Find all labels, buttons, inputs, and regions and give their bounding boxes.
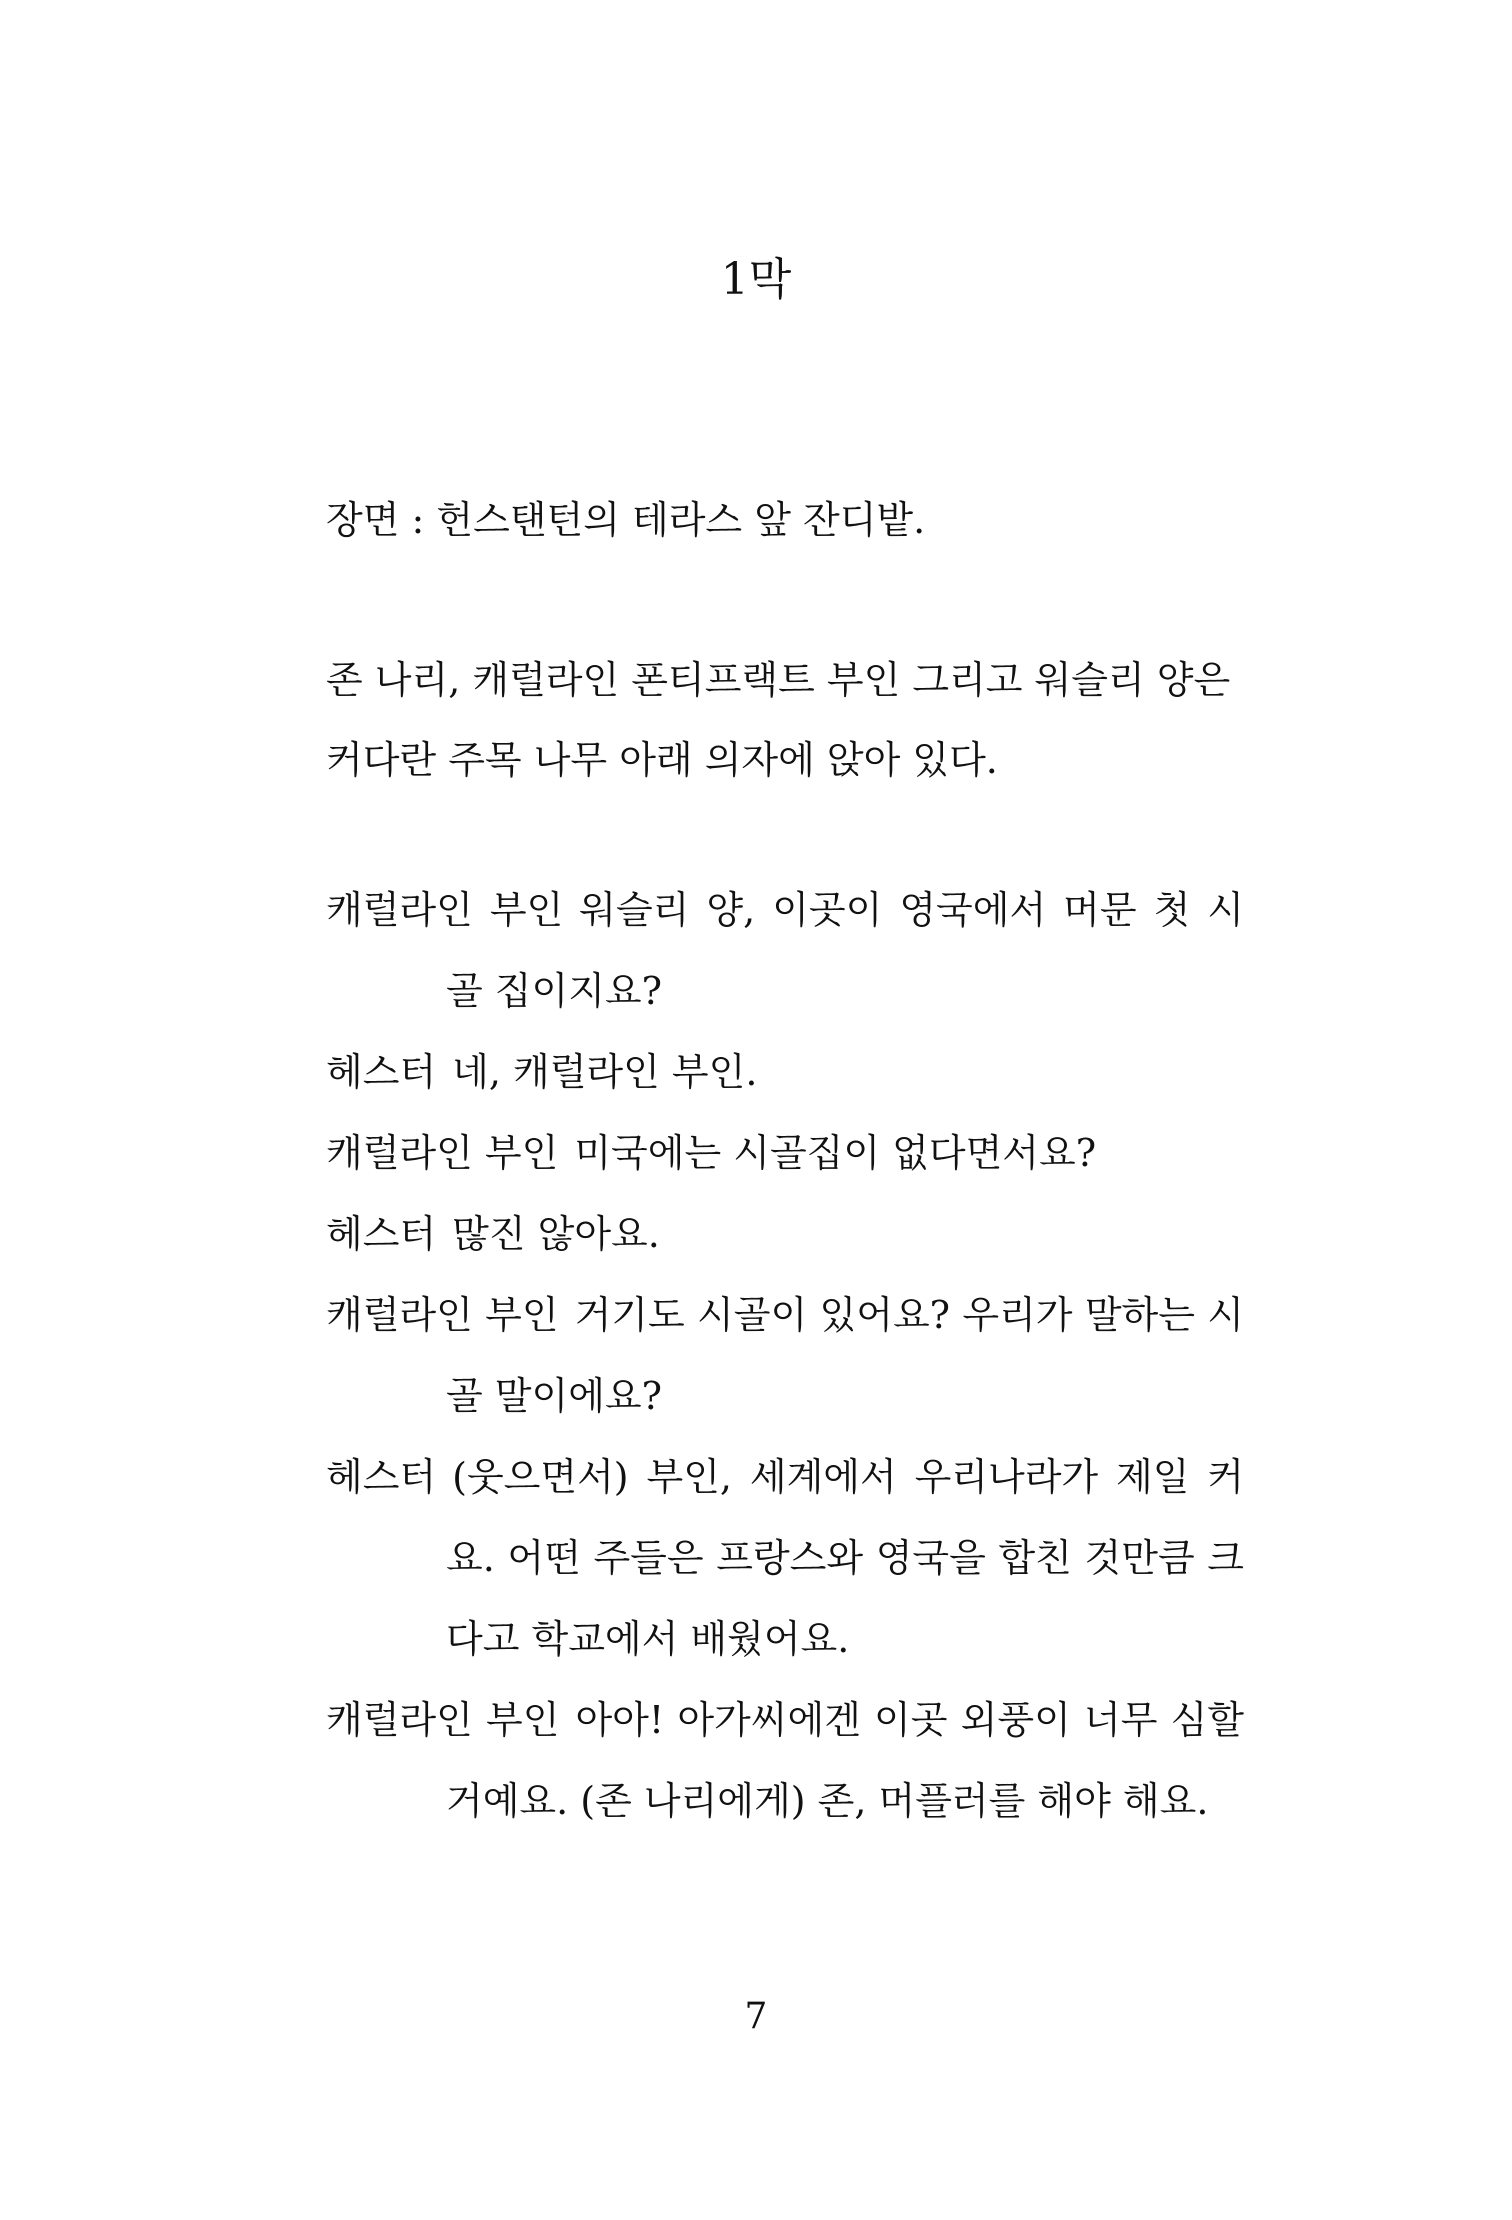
dialogue-line	[326, 1275, 1244, 1437]
dialogue-text: 거기도 시골이 있어요? 우리가 말하는 시골 말이에요?	[446, 1293, 1244, 1418]
act-title: 1막	[720, 254, 792, 305]
dialogue-text: 미국에는 시골집이 없다면서요?	[574, 1131, 1097, 1175]
dialogue-line	[326, 1680, 1244, 1842]
dialogue-block	[326, 870, 1244, 1842]
stage-direction	[326, 640, 1244, 800]
dialogue-line	[326, 1032, 1244, 1113]
dialogue-text: 네, 캐럴라인 부인.	[452, 1050, 758, 1094]
speaker-name: 캐럴라인 부인	[326, 1698, 560, 1742]
dialogue-line	[326, 1437, 1244, 1680]
dialogue-text: 워슬리 양, 이곳이 영국에서 머문 첫 시골 집이지요?	[446, 888, 1244, 1013]
speaker-name: 헤스터	[326, 1212, 437, 1256]
dialogue-text: 많진 않아요.	[452, 1212, 660, 1256]
speaker-name: 헤스터	[326, 1455, 437, 1499]
stage-direction-line: 커다란 주목 나무 아래 의자에 앉아 있다.	[326, 738, 998, 782]
dialogue-line	[326, 870, 1244, 1032]
scene-description: 장면 : 헌스탠턴의 테라스 앞 잔디밭.	[326, 498, 926, 542]
page-number: 7	[744, 1996, 768, 2037]
speaker-name: 캐럴라인 부인	[326, 888, 564, 932]
dialogue-text: 아아! 아가씨에겐 이곳 외풍이 너무 심할 거예요. (존 나리에게) 존, 머플러를 해야 해요.	[446, 1698, 1245, 1823]
dialogue-text: (웃으면서) 부인, 세계에서 우리나라가 제일 커요. 어떤 주들은 프랑스와 영국을 합친 것만큼 크다고 학교에서 배웠어요.	[446, 1455, 1244, 1661]
dialogue-line	[326, 1194, 1244, 1275]
speaker-name: 헤스터	[326, 1050, 437, 1094]
speaker-name: 캐럴라인 부인	[326, 1131, 559, 1175]
stage-direction-line: 존 나리, 캐럴라인 폰티프랙트 부인 그리고 워슬리 양은	[326, 658, 1231, 702]
speaker-name: 캐럴라인 부인	[326, 1293, 559, 1337]
dialogue-line	[326, 1113, 1244, 1194]
